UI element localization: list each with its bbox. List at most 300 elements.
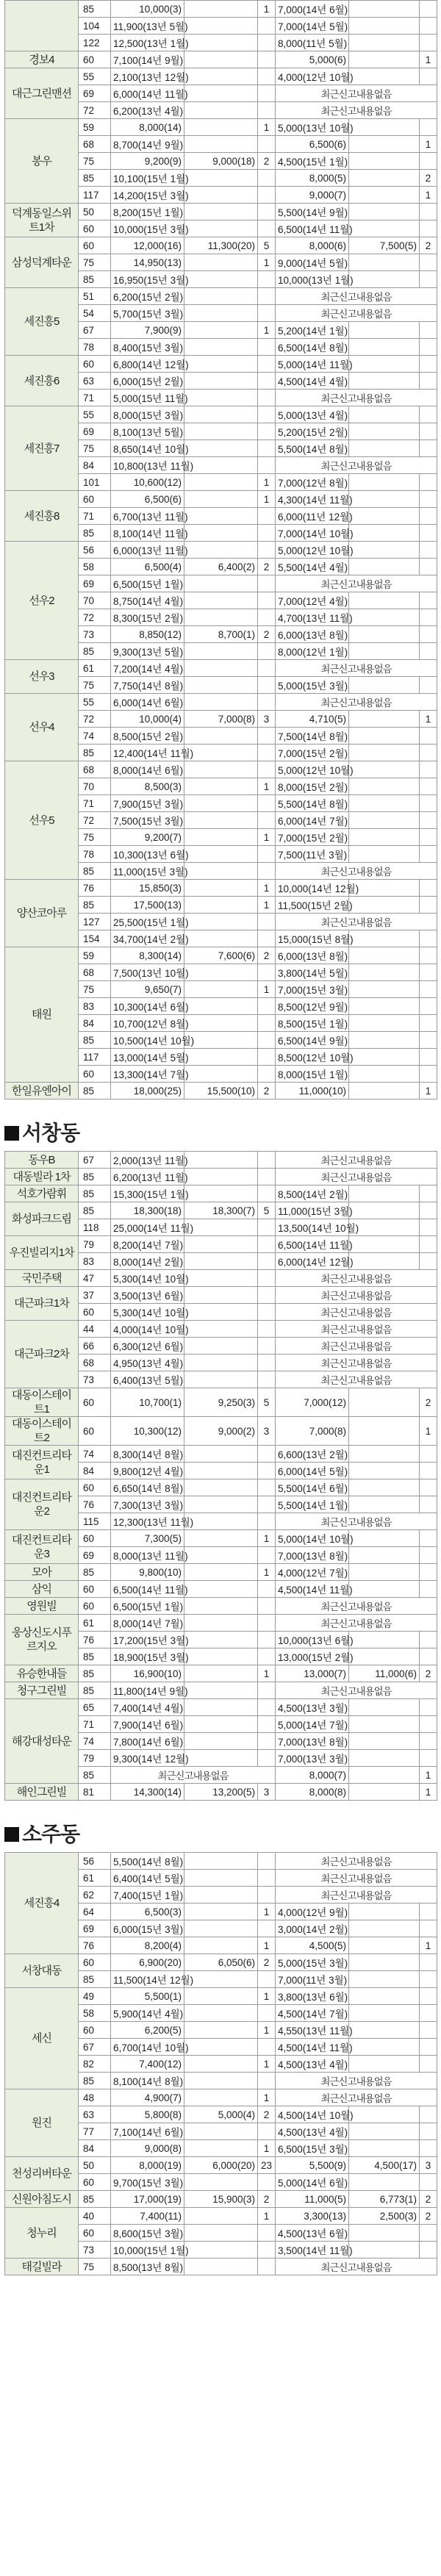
rent-price2-cell: [349, 609, 420, 626]
sale-count-cell: 2: [258, 1083, 276, 1099]
area-cell: 85: [79, 1767, 111, 1784]
area-cell: 78: [79, 339, 111, 356]
area-cell: 61: [79, 1870, 111, 1887]
sale-count-cell: 1: [258, 2056, 276, 2073]
sale-price-cell: 8,300(15년 2월): [111, 609, 184, 626]
rent-price-cell: 5,000(12년 10월): [276, 542, 349, 559]
rent-price2-cell: [349, 1219, 420, 1236]
sale-count-cell: [258, 1716, 276, 1733]
complex-name: 웅상신도시푸르지오: [5, 1615, 79, 1665]
rent-count-cell: [420, 998, 437, 1015]
sale-price-cell: 6,400(13년 5월): [111, 1371, 184, 1388]
complex-name: 세진흥7: [5, 406, 79, 491]
sale-price-cell: 9,700(15년 3월): [111, 2174, 184, 2191]
sale-count-cell: [258, 423, 276, 440]
sale-count-cell: 1: [258, 1564, 276, 1581]
sale-price2-cell: [184, 592, 258, 609]
no-report-cell: 최근신고내용없음: [276, 390, 437, 406]
rent-price-cell: 10,000(13년 6월): [276, 1632, 349, 1648]
table-row: [5, 1853, 437, 1870]
sale-price2-cell: [184, 575, 258, 592]
rent-price-cell: 11,000(5): [276, 2191, 349, 2208]
rent-price-cell: 6,500(14년 11월): [276, 1236, 349, 1253]
rent-price2-cell: [349, 626, 420, 643]
sale-count-cell: [258, 1547, 276, 1564]
sale-price-cell: 12,500(13년 1월): [111, 35, 184, 51]
rent-price-cell: 4,500(14년 11월): [276, 2039, 349, 2056]
rent-count-cell: [420, 1971, 437, 1988]
area-cell: 72: [79, 812, 111, 829]
sale-price2-cell: 6,400(2): [184, 559, 258, 575]
area-cell: 85: [79, 1682, 111, 1699]
area-cell: 85: [79, 745, 111, 761]
sale-price-cell: 6,000(14년 6월): [111, 694, 184, 711]
area-cell: 77: [79, 2123, 111, 2140]
rent-price2-cell: [349, 1388, 420, 1417]
sale-price-cell: 7,300(13년 3월): [111, 1496, 184, 1513]
sale-price-cell: 8,100(13년 5월): [111, 423, 184, 440]
no-report-cell: 최근신고내용없음: [276, 1304, 437, 1321]
rent-count-cell: 1: [420, 1083, 437, 1099]
table-row: [5, 51, 437, 68]
sale-count-cell: [258, 542, 276, 559]
rent-price2-cell: [349, 643, 420, 660]
sale-price2-cell: [184, 2259, 258, 2275]
complex-name: 유승한내들: [5, 1665, 79, 1682]
sale-price2-cell: [184, 1581, 258, 1598]
sale-price-cell: 8,500(15년 2월): [111, 728, 184, 745]
rent-price-cell: 8,500(15년 1월): [276, 1015, 349, 1032]
area-cell: 69: [79, 1547, 111, 1564]
rent-price-cell: 8,000(15년 1월): [276, 1066, 349, 1083]
rent-price-cell: 7,500(14년 8월): [276, 728, 349, 745]
table-row: [5, 1236, 437, 1253]
no-report-cell: 최근신고내용없음: [276, 914, 437, 930]
sale-count-cell: [258, 204, 276, 220]
table-row: [5, 660, 437, 677]
sale-price2-cell: [184, 356, 258, 373]
sale-price-cell: 7,100(14년 6월): [111, 2123, 184, 2140]
rent-price2-cell: [349, 119, 420, 136]
sale-count-cell: [258, 677, 276, 694]
rent-count-cell: [420, 778, 437, 795]
rent-price-cell: 6,500(15년 3월): [276, 2140, 349, 2157]
area-cell: 55: [79, 694, 111, 711]
sale-count-cell: 2: [258, 2191, 276, 2208]
area-cell: 56: [79, 542, 111, 559]
sale-price2-cell: [184, 68, 258, 85]
sale-count-cell: 5: [258, 237, 276, 254]
rent-price-cell: 5,500(14년 9월): [276, 204, 349, 220]
rent-price2-cell: [349, 1750, 420, 1767]
rent-price2-cell: [349, 1904, 420, 1920]
rent-price-cell: 7,000(13년 8월): [276, 1733, 349, 1750]
rent-price-cell: 6,000(13년 8월): [276, 947, 349, 964]
rent-count-cell: [420, 508, 437, 525]
rent-price-cell: 7,000(12년 8월): [276, 474, 349, 491]
sale-price2-cell: [184, 1304, 258, 1321]
section-gap: [4, 1099, 437, 1116]
sale-price2-cell: [184, 795, 258, 812]
rent-count-cell: [420, 592, 437, 609]
area-cell: 84: [79, 2140, 111, 2157]
rent-price-cell: 7,000(14년 5월): [276, 18, 349, 35]
table-row: [5, 1185, 437, 1202]
sale-price-cell: 9,300(13년 5월): [111, 643, 184, 660]
area-cell: 50: [79, 2157, 111, 2174]
sale-price-cell: 10,500(14년 10월): [111, 1032, 184, 1049]
sale-count-cell: 1: [258, 1530, 276, 1547]
sale-count-cell: [258, 271, 276, 288]
rent-count-cell: [420, 609, 437, 626]
sale-count-cell: [258, 998, 276, 1015]
rent-count-cell: 1: [420, 1417, 437, 1446]
sale-price-cell: 7,900(9): [111, 322, 184, 339]
no-report-cell: 최근신고내용없음: [276, 102, 437, 119]
sale-count-cell: [258, 508, 276, 525]
no-report-cell: 최근신고내용없음: [276, 305, 437, 322]
sale-price-cell: 8,850(12): [111, 626, 184, 643]
area-cell: 74: [79, 1446, 111, 1463]
sale-price-cell: 8,100(14년 11월): [111, 525, 184, 542]
area-cell: 115: [79, 1513, 111, 1530]
sale-price-cell: 11,900(13년 5월): [111, 18, 184, 35]
sale-price2-cell: [184, 1152, 258, 1169]
area-cell: 63: [79, 373, 111, 390]
area-cell: 60: [79, 491, 111, 508]
area-cell: 55: [79, 406, 111, 423]
rent-price-cell: 7,000(13년 3월): [276, 1750, 349, 1767]
area-cell: 72: [79, 711, 111, 728]
sale-price2-cell: [184, 119, 258, 136]
table-row: [5, 204, 437, 220]
sale-count-cell: 3: [258, 1417, 276, 1446]
area-cell: 75: [79, 254, 111, 271]
table-row: [5, 2208, 437, 2225]
sale-price-cell: 12,400(14년 11월): [111, 745, 184, 761]
rent-count-cell: [420, 339, 437, 356]
rent-price-cell: 4,000(12년 7월): [276, 1564, 349, 1581]
sale-price2-cell: 7,000(8): [184, 711, 258, 728]
sale-price2-cell: [184, 1564, 258, 1581]
rent-count-cell: [420, 1463, 437, 1479]
table-row: [5, 1581, 437, 1598]
sale-count-cell: [258, 2039, 276, 2056]
sale-price2-cell: [184, 2089, 258, 2106]
sale-price2-cell: [184, 2208, 258, 2225]
rent-price2-cell: [349, 1236, 420, 1253]
table-row: [5, 1665, 437, 1682]
area-cell: 60: [79, 1304, 111, 1321]
sale-price-cell: 8,000(19): [111, 2157, 184, 2174]
rent-price-cell: 4,550(13년 11월): [276, 2022, 349, 2039]
rent-price-cell: 3,500(14년 11월): [276, 2242, 349, 2259]
sale-price-cell: 12,300(13년 11월): [111, 1513, 184, 1530]
rent-price-cell: 13,000(15년 2월): [276, 1648, 349, 1665]
sale-price2-cell: [184, 2140, 258, 2157]
area-cell: 78: [79, 846, 111, 863]
complex-name: 양산코아루: [5, 880, 79, 947]
table-row: [5, 288, 437, 305]
rent-price2-cell: [349, 761, 420, 778]
sale-count-cell: [258, 373, 276, 390]
rent-price-cell: 4,500(14년 11월): [276, 1581, 349, 1598]
sale-price2-cell: [184, 1632, 258, 1648]
complex-name: 선우3: [5, 660, 79, 694]
rent-price2-cell: [349, 1463, 420, 1479]
sale-price-cell: 8,400(15년 3월): [111, 339, 184, 356]
area-cell: 60: [79, 1598, 111, 1615]
complex-name: 삼성덕계타운: [5, 237, 79, 288]
table-row: [5, 237, 437, 254]
area-cell: 70: [79, 592, 111, 609]
complex-name: 석호가람휘: [5, 1185, 79, 1202]
sale-count-cell: [258, 1236, 276, 1253]
area-cell: 76: [79, 1496, 111, 1513]
sale-count-cell: 1: [258, 1988, 276, 2005]
sale-price2-cell: [184, 998, 258, 1015]
rent-count-cell: [420, 322, 437, 339]
rent-price2-cell: [349, 136, 420, 153]
sale-price-cell: 10,000(15년 1월): [111, 2242, 184, 2259]
sale-price-cell: 10,000(3): [111, 1, 184, 18]
rent-price-cell: 7,000(11년 3월): [276, 1971, 349, 1988]
section-title: [4, 1817, 437, 1852]
sale-count-cell: [258, 68, 276, 85]
table-row: [5, 1083, 437, 1099]
sale-price-cell: 9,800(10): [111, 1564, 184, 1581]
complex-name: 세진흥5: [5, 288, 79, 356]
rent-count-cell: 1: [420, 136, 437, 153]
rent-count-cell: 1: [420, 187, 437, 204]
area-cell: 60: [79, 51, 111, 68]
table-row: [5, 1388, 437, 1417]
sale-price2-cell: [184, 220, 258, 237]
sale-price2-cell: [184, 1887, 258, 1904]
complex-name: 화성파크드림: [5, 1202, 79, 1236]
sale-price-cell: 2,000(13년 11월): [111, 1152, 184, 1169]
no-report-cell: 최근신고내용없음: [276, 2073, 437, 2089]
rent-price-cell: 11,000(10): [276, 1083, 349, 1099]
rent-count-cell: [420, 1954, 437, 1971]
sale-price2-cell: [184, 339, 258, 356]
sale-count-cell: [258, 1870, 276, 1887]
sale-price2-cell: [184, 812, 258, 829]
complex-name: 대근파크1차: [5, 1287, 79, 1321]
sale-count-cell: [258, 1287, 276, 1304]
rent-price2-cell: [349, 1530, 420, 1547]
rent-price2-cell: [349, 2022, 420, 2039]
rent-count-cell: [420, 1032, 437, 1049]
area-cell: 82: [79, 2056, 111, 2073]
area-cell: 67: [79, 2039, 111, 2056]
rent-count-cell: [420, 745, 437, 761]
sale-count-cell: [258, 1581, 276, 1598]
complex-name: 선우5: [5, 761, 79, 880]
sale-count-cell: 2: [258, 559, 276, 575]
complex-name: 대동빌라 1차: [5, 1169, 79, 1185]
sale-price2-cell: [184, 1479, 258, 1496]
sale-price2-cell: [184, 643, 258, 660]
area-cell: 49: [79, 1988, 111, 2005]
sale-price2-cell: [184, 271, 258, 288]
rent-count-cell: 2: [420, 237, 437, 254]
rent-count-cell: [420, 643, 437, 660]
rent-count-cell: 2: [420, 2191, 437, 2208]
sale-price2-cell: [184, 542, 258, 559]
no-report-cell: 최근신고내용없음: [276, 2259, 437, 2275]
sale-price2-cell: [184, 1355, 258, 1371]
rent-price-cell: 13,000(7): [276, 1665, 349, 1682]
sale-price-cell: 6,500(14년 11월): [111, 1581, 184, 1598]
rent-count-cell: [420, 271, 437, 288]
sale-price2-cell: [184, 1032, 258, 1049]
table-row: [5, 1287, 437, 1304]
no-report-cell: 최근신고내용없음: [276, 1355, 437, 1371]
rent-price2-cell: [349, 1716, 420, 1733]
rent-price-cell: 10,000(13년 1월): [276, 271, 349, 288]
rent-price2-cell: 6,773(1): [349, 2191, 420, 2208]
rent-price-cell: 9,000(14년 5월): [276, 254, 349, 271]
sale-count-cell: [258, 390, 276, 406]
sale-price-cell: 8,000(15년 3월): [111, 406, 184, 423]
no-report-cell: 최근신고내용없음: [276, 660, 437, 677]
sale-price2-cell: [184, 897, 258, 914]
sale-price2-cell: [184, 863, 258, 880]
rent-count-cell: [420, 542, 437, 559]
area-cell: 75: [79, 153, 111, 170]
sale-price-cell: 10,700(12년 8월): [111, 1015, 184, 1032]
rent-price2-cell: [349, 947, 420, 964]
sale-count-cell: [258, 1270, 276, 1287]
rent-price-cell: 5,500(14년 8월): [276, 795, 349, 812]
area-cell: 85: [79, 2191, 111, 2208]
rent-price2-cell: 11,000(6): [349, 1665, 420, 1682]
sale-price2-cell: [184, 2123, 258, 2140]
sale-count-cell: [258, 728, 276, 745]
sale-price-cell: 17,500(13): [111, 897, 184, 914]
rent-count-cell: [420, 18, 437, 35]
sale-price2-cell: [184, 322, 258, 339]
sale-price-cell: 16,950(15년 3월): [111, 271, 184, 288]
sale-price2-cell: 6,000(20): [184, 2157, 258, 2174]
table-row: [5, 2157, 437, 2174]
table-row: [5, 1169, 437, 1185]
area-cell: 60: [79, 2174, 111, 2191]
rent-price-cell: 7,000(15년 3월): [276, 981, 349, 998]
rent-price-cell: 6,500(14년 9월): [276, 1032, 349, 1049]
sale-price-cell: 6,400(14년 5월): [111, 1870, 184, 1887]
rent-price-cell: 6,000(14년 5월): [276, 1463, 349, 1479]
rent-price-cell: 7,000(12): [276, 1388, 349, 1417]
sale-count-cell: [258, 2225, 276, 2242]
sale-price-cell: 8,000(14년 6월): [111, 761, 184, 778]
area-cell: 60: [79, 1530, 111, 1547]
sale-count-cell: 1: [258, 778, 276, 795]
table-row: [5, 1270, 437, 1287]
sale-count-cell: [258, 220, 276, 237]
area-cell: 60: [79, 356, 111, 373]
rent-count-cell: [420, 728, 437, 745]
sale-price-cell: 5,000(15년 11월): [111, 390, 184, 406]
sale-price2-cell: [184, 1049, 258, 1066]
complex-name: 대진컨트리타운2: [5, 1479, 79, 1530]
sale-count-cell: [258, 609, 276, 626]
rent-price2-cell: [349, 981, 420, 998]
area-cell: 64: [79, 1904, 111, 1920]
area-cell: 81: [79, 1784, 111, 1801]
sale-count-cell: [258, 846, 276, 863]
sale-price-cell: 6,650(14년 8월): [111, 1479, 184, 1496]
complex-name: 경보4: [5, 51, 79, 68]
table-row: [5, 1446, 437, 1463]
no-report-cell: 최근신고내용없음: [111, 1767, 276, 1784]
sale-price2-cell: [184, 1066, 258, 1083]
rent-count-cell: [420, 846, 437, 863]
rent-count-cell: [420, 220, 437, 237]
rent-price2-cell: [349, 1920, 420, 1937]
sale-count-cell: 3: [258, 1784, 276, 1801]
sale-price2-cell: [184, 694, 258, 711]
no-report-cell: 최근신고내용없음: [276, 575, 437, 592]
complex-name: 태원: [5, 947, 79, 1083]
sale-price2-cell: [184, 170, 258, 187]
rent-price-cell: 5,000(14년 10월): [276, 1530, 349, 1547]
sale-price-cell: 7,900(15년 3월): [111, 795, 184, 812]
complex-name: 한일유엔아이: [5, 1083, 79, 1099]
sale-price2-cell: [184, 660, 258, 677]
sale-price-cell: 7,100(14년 9월): [111, 51, 184, 68]
sale-count-cell: 23: [258, 2157, 276, 2174]
sale-price2-cell: 5,000(4): [184, 2106, 258, 2123]
rent-count-cell: [420, 897, 437, 914]
area-cell: 75: [79, 981, 111, 998]
price-table: [4, 0, 437, 1099]
rent-price2-cell: [349, 406, 420, 423]
sale-count-cell: [258, 1632, 276, 1648]
sale-price2-cell: [184, 491, 258, 508]
rent-price-cell: 10,000(14년 12월): [276, 880, 349, 897]
sale-count-cell: 1: [258, 474, 276, 491]
rent-price-cell: 11,000(15년 3월): [276, 1202, 349, 1219]
area-cell: 70: [79, 778, 111, 795]
rent-count-cell: [420, 1, 437, 18]
rent-price-cell: 6,600(13년 2월): [276, 1446, 349, 1463]
sale-price-cell: 9,200(7): [111, 829, 184, 846]
sale-count-cell: 1: [258, 1904, 276, 1920]
rent-count-cell: 2: [420, 2208, 437, 2225]
rent-price-cell: 6,000(14년 7월): [276, 812, 349, 829]
sale-price-cell: 7,900(14년 6월): [111, 1716, 184, 1733]
section-title-text: 서창동: [22, 1122, 80, 1144]
sale-count-cell: [258, 2174, 276, 2191]
table-row: [5, 1479, 437, 1496]
complex-name: 세신: [5, 1988, 79, 2089]
sale-count-cell: [258, 1615, 276, 1632]
area-cell: 59: [79, 947, 111, 964]
rent-price2-cell: [349, 2225, 420, 2242]
area-cell: 118: [79, 1219, 111, 1236]
area-cell: 85: [79, 1202, 111, 1219]
rent-count-cell: [420, 2005, 437, 2022]
no-report-cell: 최근신고내용없음: [276, 1152, 437, 1169]
sale-count-cell: 2: [258, 2106, 276, 2123]
area-cell: 54: [79, 305, 111, 322]
sale-price-cell: 8,300(14): [111, 947, 184, 964]
rent-price2-cell: [349, 187, 420, 204]
area-cell: 75: [79, 2259, 111, 2275]
sale-price-cell: 8,300(14년 8월): [111, 1446, 184, 1463]
